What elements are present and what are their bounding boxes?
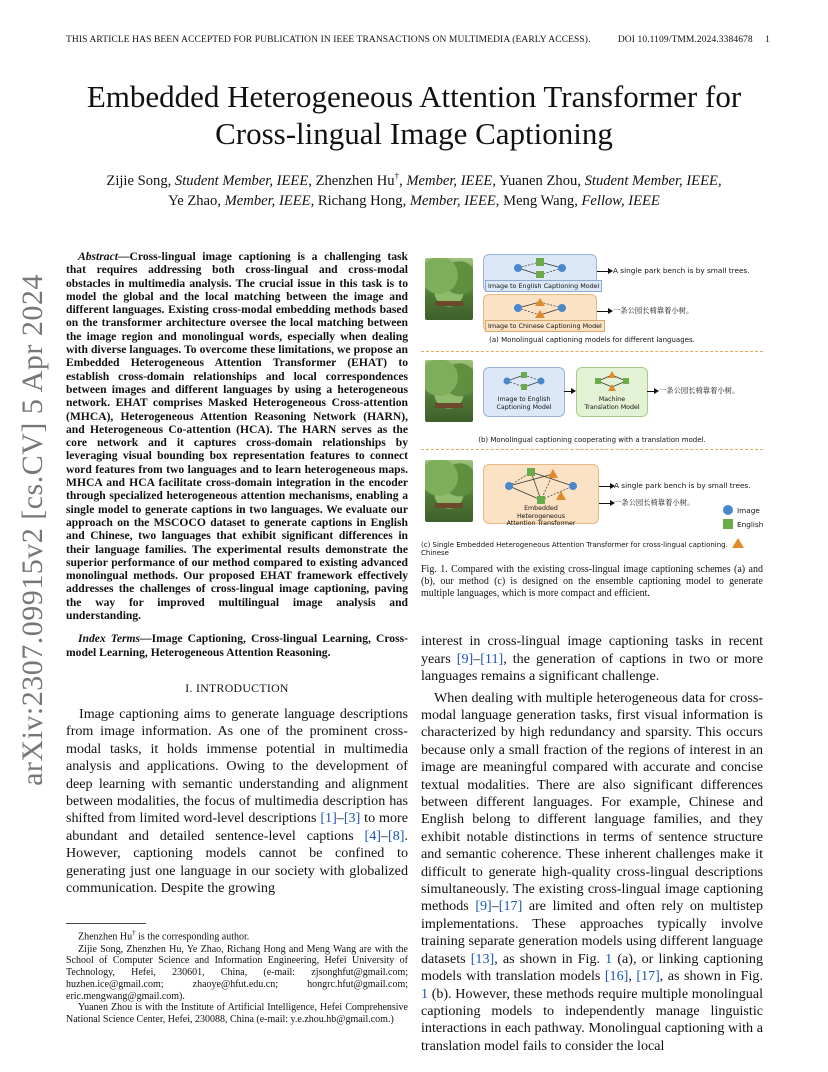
legend-english: English [723,517,763,531]
english-captioning-model-box [483,367,565,417]
translation-model-label: Machine Translation Model [584,396,640,411]
citation-link[interactable]: [9] [456,650,474,667]
park-bench-photo [425,258,473,320]
citation-link[interactable]: [3] [343,810,361,827]
subcaption-a: (a) Monolingual captioning models for different languages. [489,336,695,344]
intro-paragraph: Image captioning aims to generate language descriptions from image information. As one of the prominent cross-modal tasks, it holds immense potential in multimedia analysis and applications. Owing to the development of deep learning with semantic understanding and alignment between modalities, the focus of multimedia description has shifted from limited word-level descriptions [1]–[3] to more abundant and detailed sentence-level captions [4]–[8]. However, captioning models cannot be confined to generating just one language in our society with globalized communication. Despite the growing [66,705,408,896]
english-output: A single park bench is by small trees. [614,481,751,490]
intro-paragraph-continued: interest in cross-lingual image captioning tasks in recent years [9]–[11], the generation of captions in two or more languages remains a significant challenge. [421,633,763,685]
english-output: A single park bench is by small trees. [613,266,750,275]
figure-caption: Fig. 1. Compared with the existing cross-lingual image captioning schemes (a) and (b), our method (c) is designed on the ensemble captioning model to generate multiple languages, which is more compact and efficient. [421,564,763,599]
citation-link[interactable]: [9] [475,898,492,915]
paper-title [40,78,788,152]
authors-line-2: Ye Zhao, Member, IEEE, Richang Hong, Member, IEEE, Meng Wang, Fellow, IEEE [168,192,660,209]
footnote-affiliation-1: Zijie Song, Zhenzhen Hu, Ye Zhao, Richang Hong and Meng Wang are with the School of Computer Science and Information Engineering, Hefei University of Technology, Hefei, 230601, China, (e-mail: zjsonghfut@gmail.com; huzhen.ice@gmail.com; zhaoye@hfut.edu.cn; hongrc.hfut@gmail.com; eric.mengwang@gmail.com). [66,943,408,1002]
citation-link[interactable]: [17] [498,898,523,915]
footnote-affiliation-2: Yuanen Zhou is with the Institute of Artificial Intelligence, Hefei Comprehensive National Science Center, Hefei, 230088, China (e-mail: y.e.zhou.hb@gmail.com.) [66,1002,408,1026]
heterogeneous-graph-icon [501,467,581,505]
subcaption-b: (b) Monolingual captioning cooperating with a translation model. [478,436,706,444]
chinese-output: 一条公园长椅靠着小树。 [613,306,694,315]
figure-1 [421,250,763,560]
network-graph-icon [510,297,570,319]
ehat-label: Embedded Heterogeneous Attention Transformer [506,505,576,527]
network-graph-icon [592,371,632,391]
title-line-2: Cross-lingual Image Captioning [215,116,613,151]
translation-model-box [576,367,648,417]
citation-link[interactable]: [8] [388,827,405,844]
chinese-output: 一条公园长椅靠着小树。 [659,386,740,395]
title-line-1: Embedded Heterogeneous Attention Transformer for [86,79,742,114]
figure-link[interactable]: 1 [421,985,429,1002]
citation-link[interactable]: [4] [364,827,381,844]
english-model-label: Image to English Captioning Model [485,280,602,292]
network-graph-icon [501,371,547,391]
corresponding-mark: † [394,171,400,181]
author-list [70,166,758,211]
arrow-icon [597,311,609,312]
left-column [66,250,408,1026]
citation-link[interactable]: [11] [480,650,504,667]
authors-line-1: Zijie Song, Student Member, IEEE, Zhenzhen Hu†, Member, IEEE, Yuanen Zhou, Student Member, IEEE, [106,171,722,189]
arrow-icon [599,503,611,504]
triangle-icon [732,538,744,548]
subcaption-c: (c) Single Embedded Heterogeneous Attention Transformer for cross-lingual captioning. Chinese [421,538,763,557]
ehat-model-box [483,464,599,527]
figure-legend [723,503,763,531]
arrow-icon [597,271,609,272]
chinese-model-label: Image to Chinese Captioning Model [485,320,605,332]
footnote-rule [66,923,146,924]
park-bench-photo [425,360,473,422]
arrow-icon [564,391,572,392]
english-model-label: Image to English Captioning Model [496,396,552,411]
circle-icon [723,505,733,515]
park-bench-photo [425,460,473,522]
arrow-icon [599,486,611,487]
footnote-corresponding: Zhenzhen Hu† is the corresponding author. [78,929,250,943]
legend-image: Image [723,503,763,517]
network-graph-icon [510,257,570,279]
square-icon [723,519,733,529]
page-number: 1 [765,35,770,45]
divider [421,351,763,352]
citation-link[interactable]: [17] [636,968,660,985]
citation-link[interactable]: [16] [604,968,629,985]
right-column [421,250,763,1055]
citation-link[interactable]: [13] [470,950,495,967]
arrow-icon [647,391,655,392]
intro-paragraph-2: When dealing with multiple heterogeneous data for cross-modal language generation tasks, first visual information is characterized by high redundancy and sparsity. This occurs because only a small fraction of the regions of interest in an image are meaningful compared with accurate and concise textual modalities. There are also significant differences between different languages. For example, Chinese and English belong to different language families, and they exhibit notable distinctions in terms of sentence structure and semantic coherence. These inherent challenges make it difficult to generate high-quality cross-lingual descriptions simultaneously. The existing cross-lingual image captioning methods [9]–[17] are limited and often rely on multistep implementations. These approaches typically involve training separate generation models using different language datasets [13], as shown in Fig. 1 (a), or linking captioning models with translation models [16], [17], as shown in Fig. 1 (b). However, these methods require multiple monolingual captioning models to independently manage linguistic interactions in each pathway. Monolingual captioning with a translation model fails to consider the local [421,689,764,1054]
doi-and-page [618,35,770,45]
section-heading: I. INTRODUCTION [185,680,289,695]
arxiv-stamp: arXiv:2307.09915v2 [cs.CV] 5 Apr 2024 [16,274,50,786]
journal-header: THIS ARTICLE HAS BEEN ACCEPTED FOR PUBLICATION IN IEEE TRANSACTIONS ON MULTIMEDIA (EARLY ACCESS). [66,35,591,45]
abstract: Abstract—Cross-lingual image captioning is a challenging task that requires addressing both cross-lingual and cross-modal obstacles in multimedia analysis. The crucial issue in this task is to model the global and the local matching between the image and different languages. Existing cross-modal embedding methods based on the transformer architecture oversee the local matching between the image region and monolingual words, especially when dealing with diverse languages. To overcome these limitations, we propose an Embedded Heterogeneous Attention Transformer (EHAT) to establish cross-domain relationships and local correspondences between images and different languages by using a heterogeneous network. EHAT comprises Masked Heterogeneous Cross-attention (MHCA), Heterogeneous Attention Reasoning Network (HARN), and Heterogeneous Co-attention (HCA). The HARN serves as the core network and it captures cross-domain relationships by leveraging visual bounding box representation features to connect word features from two languages and to learn heterogeneous maps. MHCA and HCA facilitate cross-domain integration in the encoder through specialized heterogeneous attention mechanisms, enabling a single model to generate captions in two languages. We evaluate our approach on the MSCOCO dataset to generate captions in English and Chinese, two languages that exhibit significant differences in their language families. The experimental results demonstrate the superior performance of our method compared to existing advanced monolingual methods. Our proposed EHAT framework effectively addresses the challenges of cross-lingual image captioning, paving the way for improved multilingual image analysis and understanding. [66,250,408,623]
chinese-output: 一条公园长椅靠着小树。 [614,498,695,507]
divider [421,449,763,450]
figure-link[interactable]: 1 [605,950,613,967]
doi: DOI 10.1109/TMM.2024.3384678 [617,35,753,45]
citation-link[interactable]: [1] [320,810,337,827]
index-terms: Index Terms—Image Captioning, Cross-lingual Learning, Cross-model Learning, Heterogeneous Attention Reasoning. [66,632,408,659]
